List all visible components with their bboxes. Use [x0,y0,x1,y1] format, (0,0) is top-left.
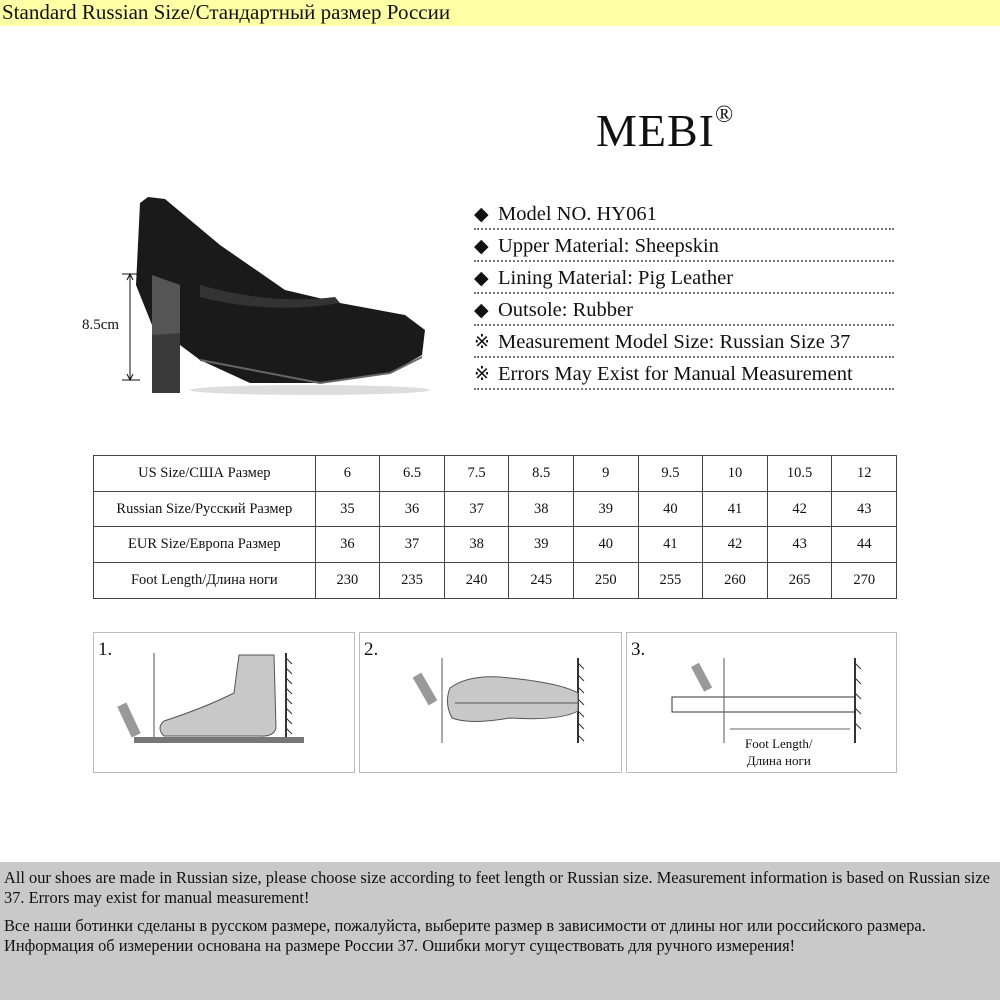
table-cell: 41 [638,527,703,563]
foot-top-illustration [360,633,623,774]
table-cell: 6.5 [380,456,445,492]
foot-length-label-ru: Длина ноги [746,753,811,768]
reference-mark-icon: ※ [474,364,490,385]
step-2-panel [359,632,622,773]
spec-item [474,262,894,294]
table-cell: 38 [509,491,574,527]
table-cell: 12 [832,456,897,492]
step-3-panel [626,632,897,773]
diamond-icon: ◆ [474,268,489,289]
foot-side-illustration [94,633,356,774]
reference-mark-icon: ※ [474,332,490,353]
table-cell: 36 [315,527,380,563]
table-cell: 37 [444,491,509,527]
foot-length-label-en: Foot Length/ [745,736,813,751]
table-cell: 245 [509,563,574,599]
table-cell: 10 [703,456,768,492]
step-number: 2. [364,639,379,660]
spec-item [474,294,894,326]
table-cell: 43 [767,527,832,563]
size-table [93,455,897,599]
table-cell: 40 [574,527,639,563]
notice-russian: Все наши ботинки сделаны в русском размере, пожалуйста, выберите размер в зависимости от длины ног или российского размера. Информация об измерении основана на размере России 37. Ошибки могут существовать для ручного измерения! [4,916,926,955]
table-row [94,563,897,599]
table-cell: 255 [638,563,703,599]
spec-text: Upper Material: Sheepskin [498,235,719,257]
table-cell: 44 [832,527,897,563]
table-cell: 39 [574,491,639,527]
table-row [94,491,897,527]
table-cell: 8.5 [509,456,574,492]
table-cell: 42 [767,491,832,527]
brand-logo [596,104,734,157]
step-number: 1. [98,639,113,660]
table-cell: 7.5 [444,456,509,492]
spec-item [474,358,894,390]
step-number: 3. [631,639,646,660]
table-cell: 250 [574,563,639,599]
step-1-panel [93,632,355,773]
spec-item [474,326,894,358]
row-header: EUR Size/Европа Размер [94,527,316,563]
top-banner [0,0,1000,26]
heel-height-label: 8.5cm [82,317,120,333]
diamond-icon: ◆ [474,236,489,257]
table-cell: 43 [832,491,897,527]
table-cell: 240 [444,563,509,599]
brand-name: MEBI [596,105,715,156]
shoe-photo [70,185,470,400]
table-cell: 35 [315,491,380,527]
spec-text: Errors May Exist for Manual Measurement [498,363,853,385]
table-cell: 270 [832,563,897,599]
table-cell: 9 [574,456,639,492]
registered-mark: ® [715,102,735,128]
spec-item [474,230,894,262]
spec-text: Lining Material: Pig Leather [498,267,734,289]
diamond-icon: ◆ [474,204,489,225]
table-cell: 36 [380,491,445,527]
row-header: US Size/США Размер [94,456,316,492]
diamond-icon: ◆ [474,300,489,321]
footer-notice [0,862,1000,1000]
table-cell: 9.5 [638,456,703,492]
table-cell: 260 [703,563,768,599]
table-cell: 37 [380,527,445,563]
row-header: Russian Size/Русский Размер [94,491,316,527]
notice-english: All our shoes are made in Russian size, please choose size according to feet length or Russian size. Measurement information is based on Russian size 37. Errors may exist for manual measurement! [4,868,990,907]
row-header: Foot Length/Длина ноги [94,563,316,599]
table-cell: 39 [509,527,574,563]
table-cell: 41 [703,491,768,527]
spec-text: Measurement Model Size: Russian Size 37 [498,331,851,353]
spec-list [474,198,894,390]
table-cell: 265 [767,563,832,599]
spec-text: Outsole: Rubber [498,299,633,321]
banner-title: Standard Russian Size/Стандартный размер России [2,0,451,24]
table-row [94,527,897,563]
table-cell: 40 [638,491,703,527]
table-cell: 230 [315,563,380,599]
table-row [94,456,897,492]
table-cell: 235 [380,563,445,599]
height-arrow [70,185,150,400]
table-cell: 10.5 [767,456,832,492]
spec-text: Model NO. HY061 [498,203,657,225]
table-cell: 6 [315,456,380,492]
table-cell: 38 [444,527,509,563]
spec-item [474,198,894,230]
table-cell: 42 [703,527,768,563]
